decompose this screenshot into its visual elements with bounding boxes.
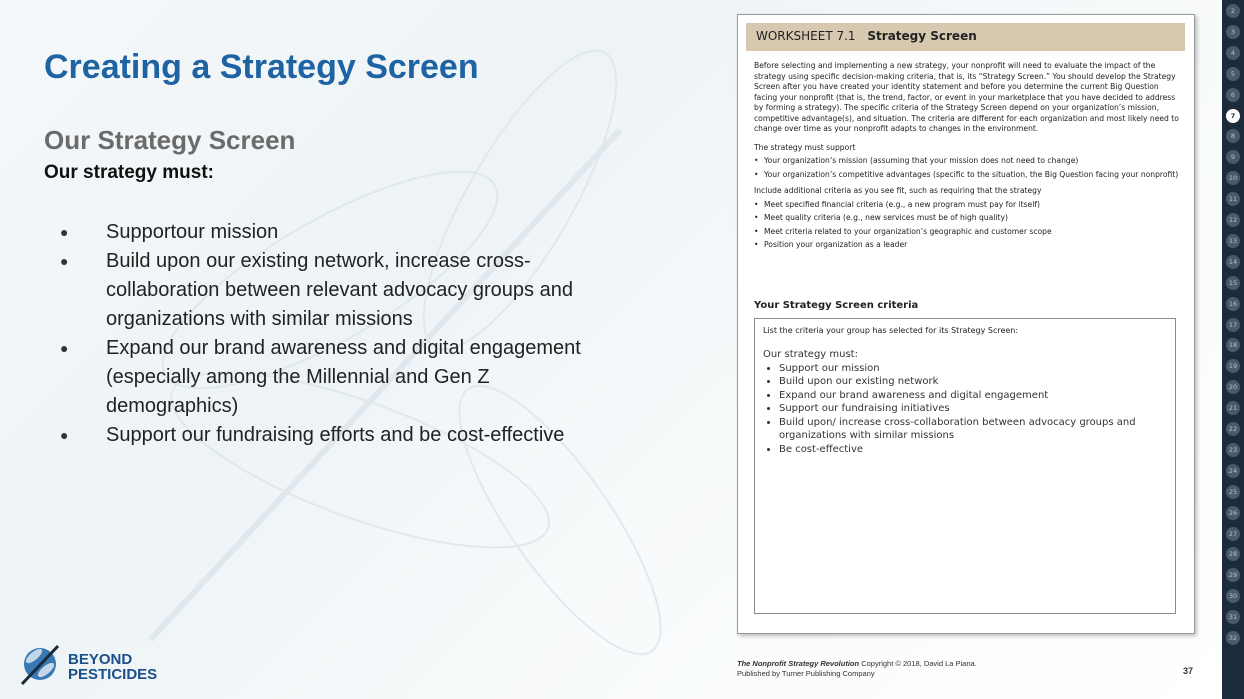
- list-item: • Your organization’s mission (assuming that your mission does not need to change): [754, 156, 1179, 167]
- slide-nav-item-23[interactable]: 23: [1226, 443, 1240, 457]
- worksheet-number: WORKSHEET 7.1: [756, 29, 856, 43]
- criteria-entry-label: Our strategy must:: [763, 349, 858, 360]
- slide-nav-item-19[interactable]: 19: [1226, 359, 1240, 373]
- list-item: • Meet specified financial criteria (e.g., a new program must pay for itself): [754, 200, 1179, 211]
- book-page-number: 37: [1183, 666, 1194, 676]
- worksheet-header: [746, 23, 1185, 51]
- bullet-item: ● Support our fundraising efforts and be cost-effective: [60, 421, 620, 450]
- list-item: • Meet quality criteria (e.g., new services must be of high quality): [754, 213, 1179, 224]
- slide-nav-item-25[interactable]: 25: [1226, 485, 1240, 499]
- logo-line-1: BEYOND: [68, 651, 133, 668]
- slide-nav-item-31[interactable]: 31: [1226, 610, 1240, 624]
- bullet-item: ● Supportour mission: [60, 218, 620, 247]
- slide-nav-item-18[interactable]: 18: [1226, 338, 1240, 352]
- slide-nav-item-13[interactable]: 13: [1226, 234, 1240, 248]
- book-copyright: Copyright © 2018, David La Piana.: [861, 659, 977, 668]
- additional-heading: Include additional criteria as you see fit, such as requiring that the strategy: [754, 186, 1042, 195]
- book-credit: [737, 659, 977, 679]
- must-support-heading: The strategy must support: [754, 142, 856, 152]
- criteria-entry: [763, 348, 1167, 456]
- section-subtitle: Our Strategy Screen: [44, 125, 296, 155]
- slide-nav-item-8[interactable]: 8: [1226, 129, 1240, 143]
- list-item: • Be cost-effective: [779, 443, 1167, 457]
- slide-nav-item-28[interactable]: 28: [1226, 547, 1240, 561]
- criteria-box: [754, 318, 1176, 614]
- strategy-must-label: Our strategy must:: [44, 162, 214, 183]
- must-support-list: [754, 156, 1179, 180]
- slide-nav-item-22[interactable]: 22: [1226, 422, 1240, 436]
- beyond-pesticides-logo: [18, 640, 178, 690]
- slide-nav-item-3[interactable]: 3: [1226, 25, 1240, 39]
- list-item: • Build upon/ increase cross-collaboration between advocacy groups and organizations with similar missions: [779, 416, 1167, 443]
- criteria-section-title: Your Strategy Screen criteria: [754, 300, 919, 311]
- list-item: • Build upon our existing network: [779, 375, 1167, 389]
- slide-nav-item-10[interactable]: 10: [1226, 171, 1240, 185]
- worksheet-image: [737, 14, 1195, 634]
- slide-nav-item-15[interactable]: 15: [1226, 276, 1240, 290]
- slide-nav-item-7[interactable]: 7: [1226, 109, 1240, 123]
- book-publisher: Published by Turner Publishing Company: [737, 669, 875, 678]
- logo-wordmark: [68, 652, 157, 682]
- bullet-item: ● Expand our brand awareness and digital engagement (especially among the Millennial and Gen Z demographics): [60, 334, 620, 421]
- list-item: • Position your organization as a leader: [754, 240, 1179, 251]
- criteria-entry-list: [763, 362, 1167, 457]
- slide-nav-item-17[interactable]: 17: [1226, 318, 1240, 332]
- slide-nav-item-24[interactable]: 24: [1226, 464, 1240, 478]
- slide-nav-item-4[interactable]: 4: [1226, 46, 1240, 60]
- slide-nav-item-11[interactable]: 11: [1226, 192, 1240, 206]
- bullet-item: ● Build upon our existing network, increase cross-collaboration between relevant advocacy groups and organizations with similar missions: [60, 247, 620, 334]
- list-item: • Meet criteria related to your organization’s geographic and customer scope: [754, 227, 1179, 238]
- list-item: • Expand our brand awareness and digital engagement: [779, 389, 1167, 403]
- logo-line-2: PESTICIDES: [68, 666, 158, 683]
- slide-nav-item-32[interactable]: 32: [1226, 631, 1240, 645]
- slide-nav-item-2[interactable]: 2: [1226, 4, 1240, 18]
- slide-nav-item-16[interactable]: 16: [1226, 297, 1240, 311]
- worksheet-body: [754, 61, 1179, 257]
- strategy-bullet-list: [60, 218, 620, 450]
- criteria-prompt: List the criteria your group has selected for its Strategy Screen:: [763, 326, 1019, 335]
- list-item: • Support our mission: [779, 362, 1167, 376]
- slide-nav-item-29[interactable]: 29: [1226, 568, 1240, 582]
- slide-nav-item-5[interactable]: 5: [1226, 67, 1240, 81]
- worksheet-name: Strategy Screen: [867, 29, 977, 43]
- slide-nav-item-12[interactable]: 12: [1226, 213, 1240, 227]
- slide-title: Creating a Strategy Screen: [44, 48, 479, 86]
- slide-nav-item-30[interactable]: 30: [1226, 589, 1240, 603]
- slide-nav-rail: [1222, 0, 1244, 699]
- worksheet-intro: Before selecting and implementing a new strategy, your nonprofit will need to evaluate the impact of the strategy using specific decision-making criteria, that is, its “Strategy Screen.” You should develop the Strategy Screen after you have created your identity statement and before you determine the current Big Question facing your nonprofit (that is, the trend, factor, or event in your marketplace that you have decided to address by forming a strategy). The specific criteria of the Strategy Screen depend on your organization’s mission, competitive advantage(s), and situation. The criteria are different for each organization and most likely need to change over time as your nonprofit adapts to changes in the environment.: [754, 61, 1179, 133]
- slide-nav-item-27[interactable]: 27: [1226, 527, 1240, 541]
- slide-nav-item-20[interactable]: 20: [1226, 380, 1240, 394]
- list-item: • Your organization’s competitive advantages (specific to the situation, the Big Question facing your nonprofit): [754, 170, 1179, 181]
- book-title: The Nonprofit Strategy Revolution: [737, 659, 860, 668]
- slide-nav-item-14[interactable]: 14: [1226, 255, 1240, 269]
- slide-nav-item-9[interactable]: 9: [1226, 150, 1240, 164]
- slide-nav-item-26[interactable]: 26: [1226, 506, 1240, 520]
- additional-list: [754, 200, 1179, 251]
- dragonfly-logo-icon: [18, 640, 64, 690]
- slide-nav-item-6[interactable]: 6: [1226, 88, 1240, 102]
- slide-nav-item-21[interactable]: 21: [1226, 401, 1240, 415]
- list-item: • Support our fundraising initiatives: [779, 402, 1167, 416]
